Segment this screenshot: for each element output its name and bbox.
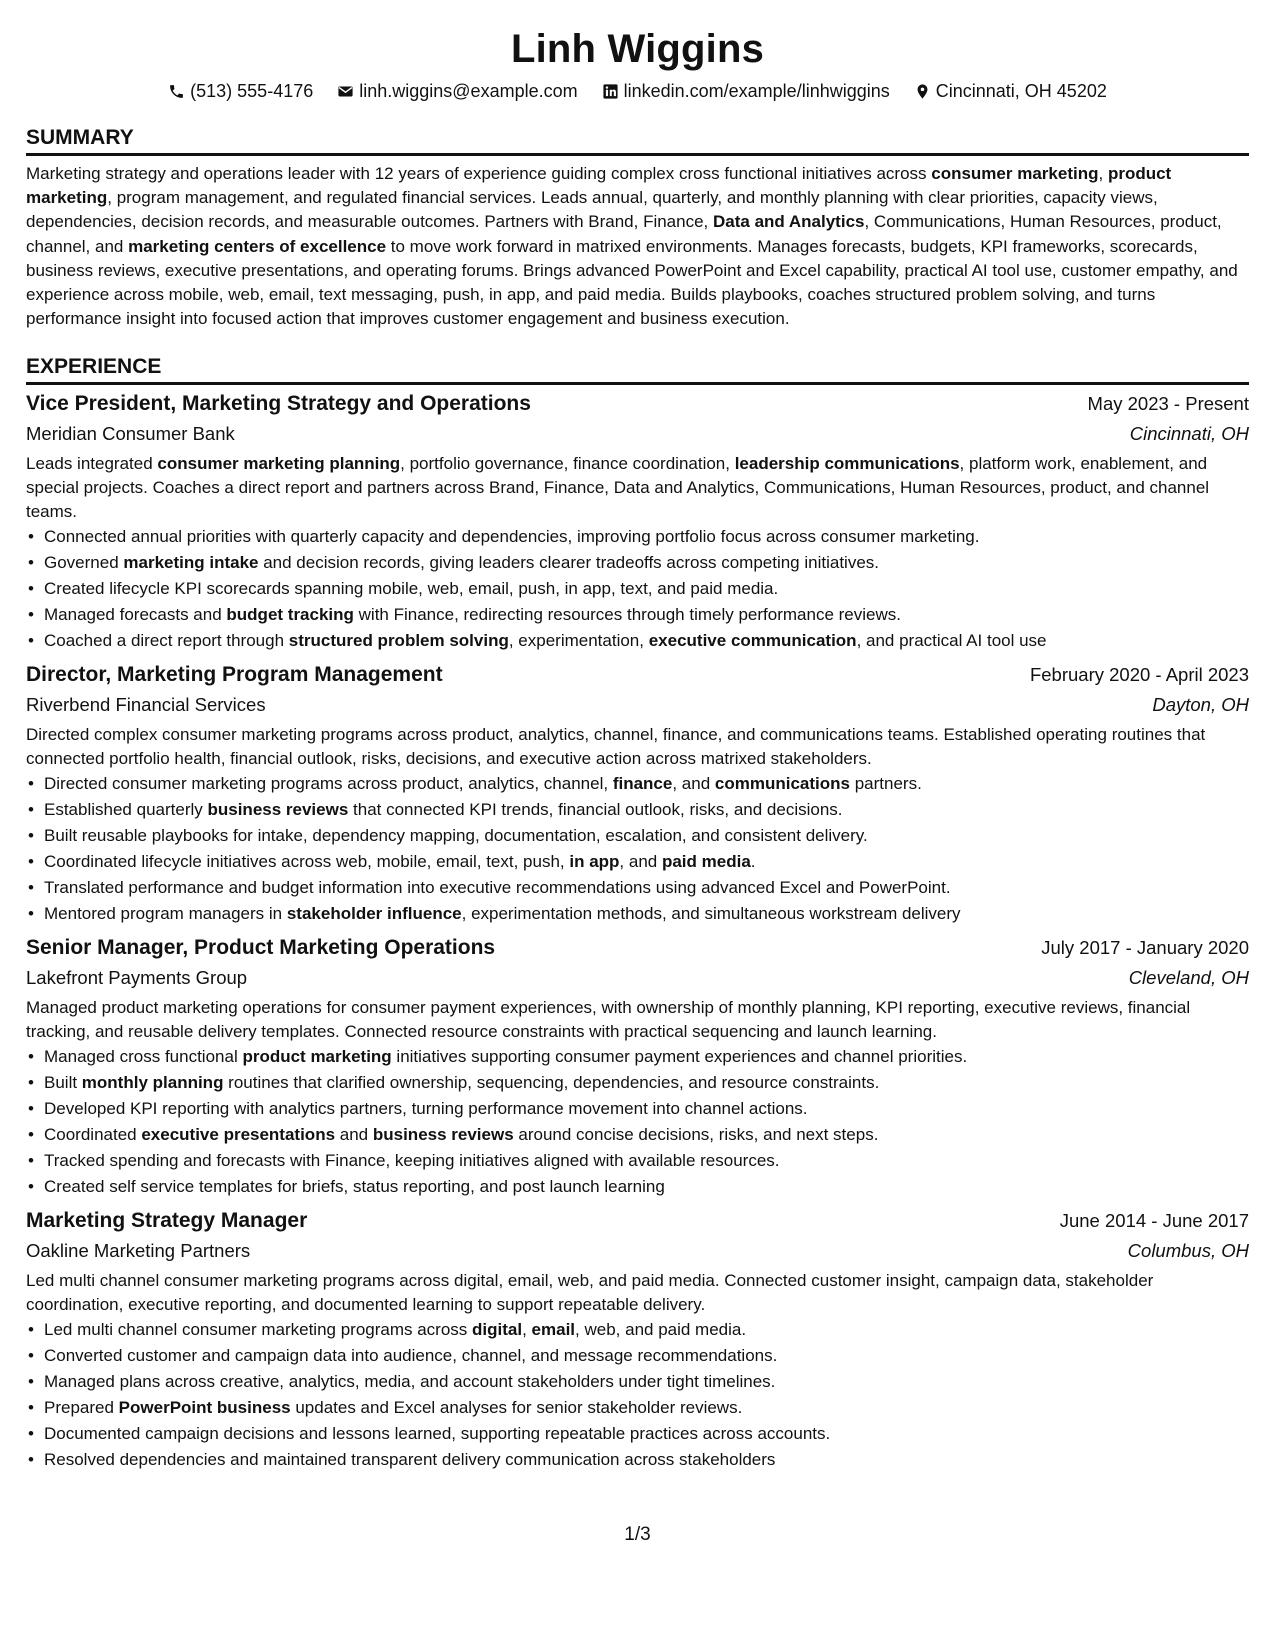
experience-section	[26, 353, 1249, 1473]
job-title: Marketing Strategy Manager	[26, 1209, 308, 1233]
company-name: Riverbend Financial Services	[26, 694, 266, 716]
summary-text: Marketing strategy and operations leader with 12 years of experience guiding complex cross functional initiatives across consumer marketing, product marketing, program management, and regulated financial services. Leads annual, quarterly, and monthly planning with clear priorities, capacity views, dependencies, decision records, and measurable outcomes. Partners with Brand, Finance, Data and Analytics, Communications, Human Resources, product, channel, and marketing centers of excellence to move work forward in matrixed environments. Manages forecasts, budgets, KPI frameworks, scorecards, business reviews, executive presentations, and operating forums. Brings advanced PowerPoint and Excel capability, practical AI tool use, customer empathy, and experience across mobile, web, email, text messaging, push, in app, and paid media. Builds playbooks, coaches structured problem solving, and turns performance insight into focused action that improves customer engagement and business execution.	[26, 164, 1238, 329]
bold-keyword: marketing centers of excellence	[128, 236, 387, 256]
bold-keyword: executive communication	[648, 631, 857, 651]
company-name: Oakline Marketing Partners	[26, 1240, 251, 1262]
bold-keyword: email	[531, 1320, 576, 1340]
job-entry	[26, 389, 1249, 654]
bullet-item: • Mentored program managers in stakeholder influence, experimentation methods, and simultaneous workstream delivery	[44, 901, 1249, 927]
bullet-item: • Developed KPI reporting with analytics partners, turning performance movement into channel actions.	[44, 1096, 1249, 1122]
job-description: Managed product marketing operations for consumer payment experiences, with ownership of monthly planning, KPI reporting, executive reviews, financial tracking, and reusable delivery templates. Connected resource constraints with practical sequencing and launch learning.	[26, 998, 1191, 1042]
job-location: Columbus, OH	[1127, 1240, 1249, 1262]
job-bullets	[26, 524, 1249, 654]
bullet-item: • Coached a direct report through structured problem solving, experimentation, executive communication, and practical AI tool use	[44, 628, 1249, 654]
job-dates: May 2023 - Present	[1087, 393, 1249, 415]
contact-bar	[26, 80, 1249, 102]
summary-section	[26, 124, 1249, 331]
job-dates: February 2020 - April 2023	[1029, 664, 1249, 686]
job-description: Led multi channel consumer marketing programs across digital, email, web, and paid media. Connected customer insight, campaign data, stakeholder coordination, executive reporting, and documented learning to support repeatable delivery.	[26, 1271, 1154, 1315]
bullet-item: • Created lifecycle KPI scorecards spanning mobile, web, email, push, in app, text, and paid media.	[44, 576, 1249, 602]
bold-keyword: finance	[612, 774, 673, 794]
bold-keyword: leadership communications	[734, 454, 960, 474]
bold-keyword: product marketing	[26, 164, 1172, 208]
contact-phone[interactable]	[168, 80, 313, 102]
phone-icon	[168, 83, 185, 100]
bullet-item: • Coordinated executive presentations and business reviews around concise decisions, risks, and next steps.	[44, 1122, 1249, 1148]
bold-keyword: consumer marketing planning	[157, 454, 401, 474]
bold-keyword: stakeholder influence	[286, 904, 462, 924]
email-icon	[337, 83, 354, 100]
bold-keyword: business reviews	[207, 800, 349, 820]
page-number: 1/3	[624, 1524, 651, 1545]
bullet-item: • Translated performance and budget information into executive recommendations using advanced Excel and PowerPoint.	[44, 875, 1249, 901]
bold-keyword: marketing intake	[123, 553, 259, 573]
bold-keyword: executive presentations	[141, 1125, 336, 1145]
job-bullets	[26, 1044, 1249, 1200]
job-description: Directed complex consumer marketing programs across product, analytics, channel, finance, and communications teams. Established operating routines that connected portfolio health, financial outlook, risks, decisions, and executive action across matrixed stakeholders.	[26, 725, 1206, 769]
job-bullets	[26, 1317, 1249, 1473]
job-dates: June 2014 - June 2017	[1059, 1210, 1249, 1232]
location-icon	[914, 83, 931, 100]
bullet-item: • Built reusable playbooks for intake, dependency mapping, documentation, escalation, and consistent delivery.	[44, 823, 1249, 849]
bullet-item: • Managed cross functional product marketing initiatives supporting consumer payment experiences and channel priorities.	[44, 1044, 1249, 1070]
phone-text: (513) 555-4176	[190, 81, 314, 101]
bold-keyword: digital	[472, 1320, 523, 1340]
job-entry	[26, 660, 1249, 927]
bullet-item: • Created self service templates for briefs, status reporting, and post launch learning	[44, 1174, 1249, 1200]
bullet-item: • Led multi channel consumer marketing programs across digital, email, web, and paid media.	[44, 1317, 1249, 1343]
bold-keyword: in app	[569, 852, 620, 872]
bullet-item: • Connected annual priorities with quarterly capacity and dependencies, improving portfolio focus across consumer marketing.	[44, 524, 1249, 550]
candidate-name: Linh Wiggins	[510, 27, 765, 71]
email-text: linh.wiggins@example.com	[359, 81, 578, 101]
job-entry	[26, 1206, 1249, 1473]
bullet-item: • Established quarterly business reviews that connected KPI trends, financial outlook, risks, and decisions.	[44, 797, 1249, 823]
company-name: Lakefront Payments Group	[26, 967, 248, 989]
bullet-item: • Coordinated lifecycle initiatives across web, mobile, email, text, push, in app, and paid media.	[44, 849, 1249, 875]
job-title: Director, Marketing Program Management	[26, 663, 443, 687]
bullet-item: • Documented campaign decisions and lessons learned, supporting repeatable practices across accounts.	[44, 1421, 1249, 1447]
section-title-experience: EXPERIENCE	[26, 353, 1249, 385]
bullet-item: • Converted customer and campaign data into audience, channel, and message recommendations.	[44, 1343, 1249, 1369]
bullet-item: • Tracked spending and forecasts with Finance, keeping initiatives aligned with available resources.	[44, 1148, 1249, 1174]
linkedin-icon	[602, 83, 619, 100]
bold-keyword: communications	[714, 774, 850, 794]
bullet-item: • Built monthly planning routines that clarified ownership, sequencing, dependencies, and resource constraints.	[44, 1070, 1249, 1096]
bold-keyword: Data and Analytics	[713, 212, 865, 232]
bullet-item: • Resolved dependencies and maintained transparent delivery communication across stakeholders	[44, 1447, 1249, 1473]
company-name: Meridian Consumer Bank	[26, 423, 235, 445]
job-location: Cincinnati, OH	[1129, 423, 1249, 445]
bold-keyword: structured problem solving	[288, 631, 509, 651]
bullet-item: • Prepared PowerPoint business updates and Excel analyses for senior stakeholder reviews.	[44, 1395, 1249, 1421]
job-bullets	[26, 771, 1249, 927]
job-location: Cleveland, OH	[1128, 967, 1249, 989]
bullet-item: • Managed forecasts and budget tracking with Finance, redirecting resources through timely performance reviews.	[44, 602, 1249, 628]
job-description: Leads integrated consumer marketing planning, portfolio governance, finance coordination, leadership communications, platform work, enablement, and special projects. Coaches a direct report and partners across Brand, Finance, Data and Analytics, Communications, Human Resources, product, and channel teams.	[26, 454, 1210, 522]
bullet-item: • Managed plans across creative, analytics, media, and account stakeholders under tight timelines.	[44, 1369, 1249, 1395]
bold-keyword: paid media	[661, 852, 751, 872]
contact-linkedin[interactable]	[602, 80, 890, 102]
bold-keyword: PowerPoint business	[118, 1398, 291, 1418]
bullet-item: • Directed consumer marketing programs across product, analytics, channel, finance, and communications partners.	[44, 771, 1249, 797]
bold-keyword: monthly planning	[81, 1073, 224, 1093]
bullet-item: • Governed marketing intake and decision records, giving leaders clearer tradeoffs across competing initiatives.	[44, 550, 1249, 576]
resume-page	[26, 18, 1249, 1473]
job-location: Dayton, OH	[1152, 694, 1249, 716]
bold-keyword: product marketing	[242, 1047, 392, 1067]
location-text: Cincinnati, OH 45202	[935, 81, 1107, 101]
linkedin-text: linkedin.com/example/linhwiggins	[623, 81, 890, 101]
bold-keyword: budget tracking	[226, 605, 354, 625]
contact-email[interactable]	[337, 80, 577, 102]
job-dates: July 2017 - January 2020	[1041, 937, 1249, 959]
job-entry	[26, 933, 1249, 1200]
contact-location	[914, 80, 1107, 102]
bold-keyword: business reviews	[372, 1125, 514, 1145]
section-title-summary: SUMMARY	[26, 124, 1249, 156]
job-title: Vice President, Marketing Strategy and Operations	[26, 392, 531, 416]
job-title: Senior Manager, Product Marketing Operations	[26, 936, 496, 960]
bold-keyword: consumer marketing	[931, 164, 1099, 183]
